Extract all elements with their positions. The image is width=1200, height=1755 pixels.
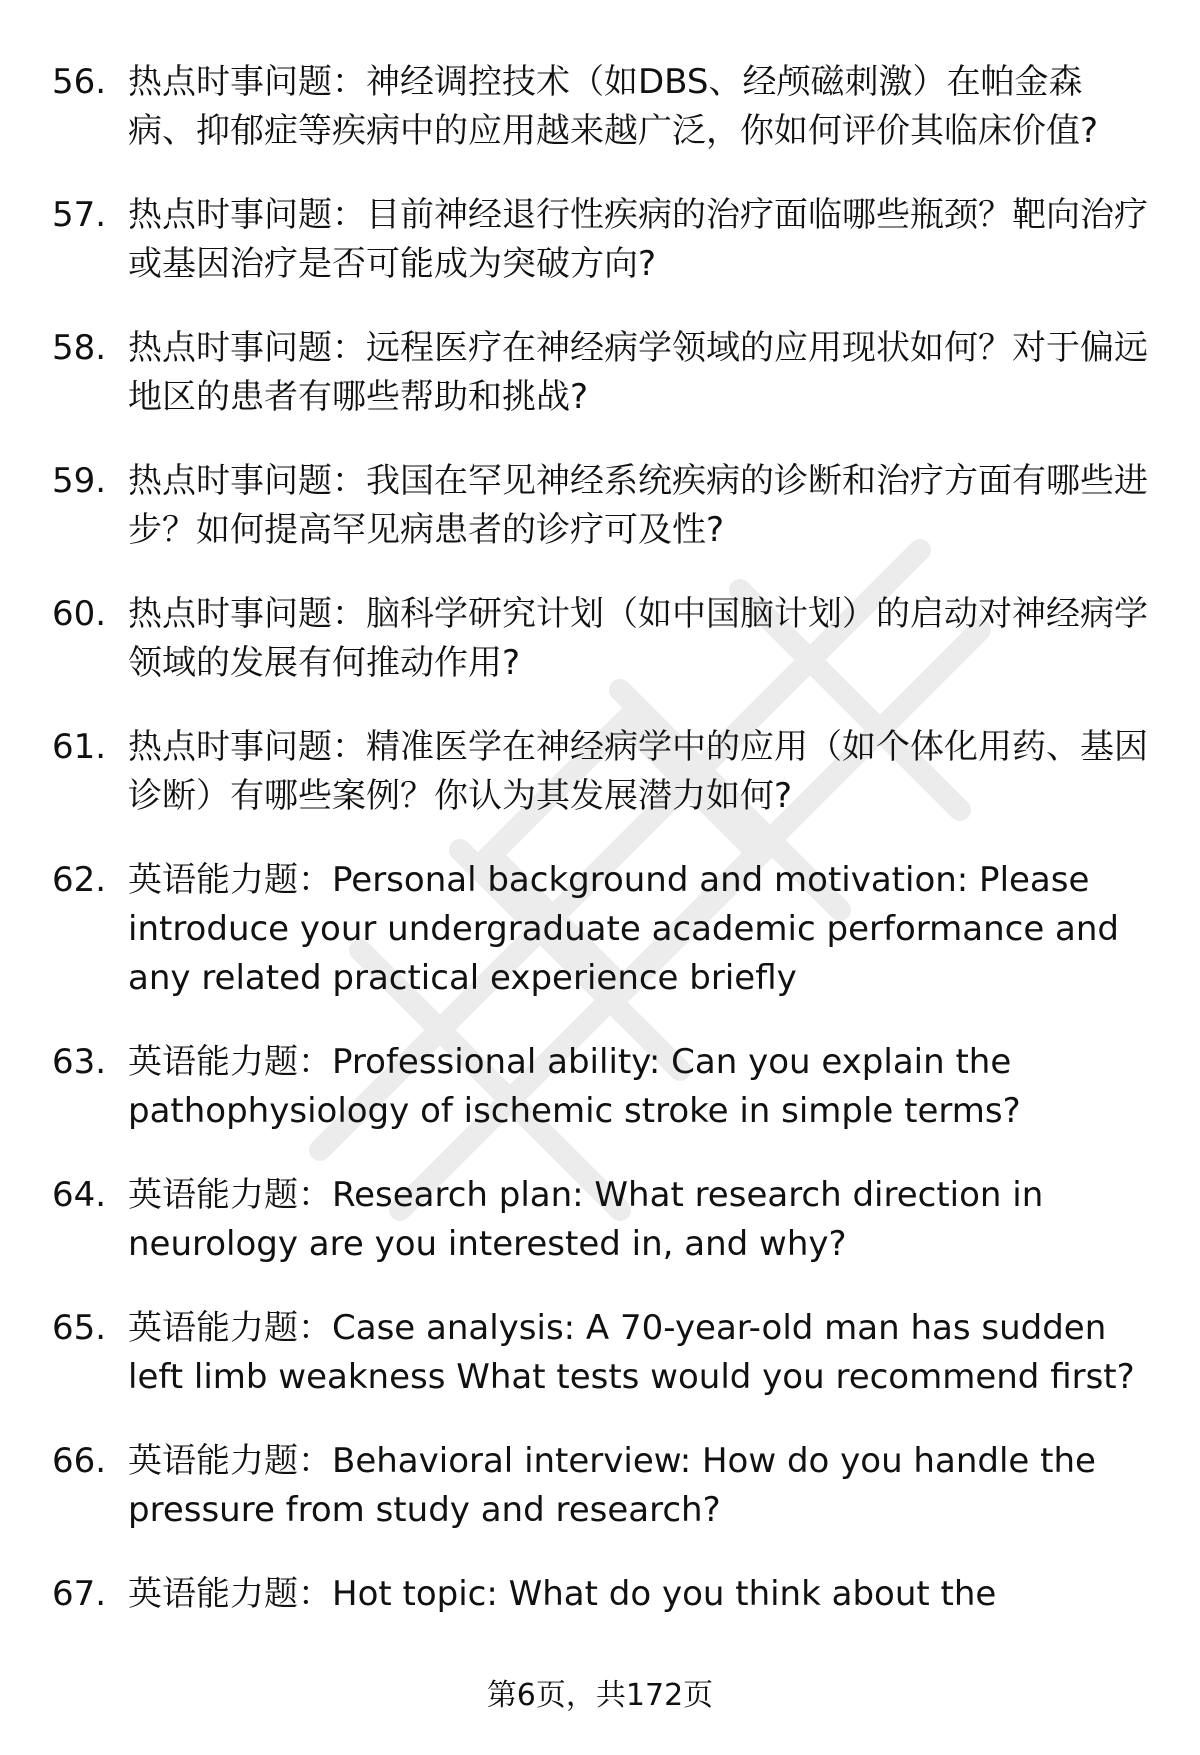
question-item <box>0 1171 1200 1269</box>
question-item <box>0 1437 1200 1535</box>
question-number: 64. <box>52 1175 107 1215</box>
question-number: 60. <box>52 594 107 634</box>
question-text: 热点时事问题：精准医学在神经病学中的应用（如个体化用药、基因诊断）有哪些案例？你认为其发展潜力如何? <box>128 727 1148 816</box>
question-text: 英语能力题：Professional ability: Can you explain the pathophysiology of ischemic stroke in simple terms? <box>128 1042 1021 1131</box>
question-item <box>0 457 1200 555</box>
question-item <box>0 856 1200 1003</box>
question-item <box>0 324 1200 422</box>
question-number: 57. <box>52 195 107 235</box>
question-item <box>0 1304 1200 1402</box>
question-text: 热点时事问题：目前神经退行性疾病的治疗面临哪些瓶颈？靶向治疗或基因治疗是否可能成为突破方向? <box>128 195 1148 284</box>
question-item <box>0 590 1200 688</box>
question-item <box>0 1570 1200 1619</box>
question-text: 英语能力题：Personal background and motivation: Please introduce your undergraduate academic performance and any related practical experience briefly <box>128 860 1120 998</box>
question-text: 热点时事问题：脑科学研究计划（如中国脑计划）的启动对神经病学领域的发展有何推动作用? <box>128 594 1148 683</box>
question-list <box>0 58 1200 1654</box>
question-text: 英语能力题：Case analysis: A 70-year-old man has sudden left limb weakness What tests would you recommend first? <box>128 1308 1135 1397</box>
question-number: 62. <box>52 860 107 900</box>
question-number: 56. <box>52 62 107 102</box>
question-number: 63. <box>52 1042 107 1082</box>
question-number: 59. <box>52 461 107 501</box>
question-item <box>0 58 1200 156</box>
question-item <box>0 1038 1200 1136</box>
question-text: 热点时事问题：我国在罕见神经系统疾病的诊断和治疗方面有哪些进步？如何提高罕见病患者的诊疗可及性? <box>128 461 1148 550</box>
question-text: 英语能力题：Behavioral interview: How do you handle the pressure from study and research? <box>128 1441 1096 1530</box>
question-number: 61. <box>52 727 107 767</box>
question-number: 66. <box>52 1441 107 1481</box>
question-number: 58. <box>52 328 107 368</box>
question-text: 英语能力题：Research plan: What research direction in neurology are you interested in, and why? <box>128 1175 1044 1264</box>
question-text: 英语能力题：Hot topic: What do you think about the <box>128 1574 997 1614</box>
question-text: 热点时事问题：神经调控技术（如DBS、经颅磁刺激）在帕金森病、抑郁症等疾病中的应用越来越广泛，你如何评价其临床价值? <box>128 62 1099 151</box>
question-number: 67. <box>52 1574 107 1614</box>
question-number: 65. <box>52 1308 107 1348</box>
question-item <box>0 723 1200 821</box>
page-footer: 第6页，共172页 <box>486 1678 714 1713</box>
question-text: 热点时事问题：远程医疗在神经病学领域的应用现状如何？对于偏远地区的患者有哪些帮助和挑战? <box>128 328 1148 417</box>
question-item <box>0 191 1200 289</box>
